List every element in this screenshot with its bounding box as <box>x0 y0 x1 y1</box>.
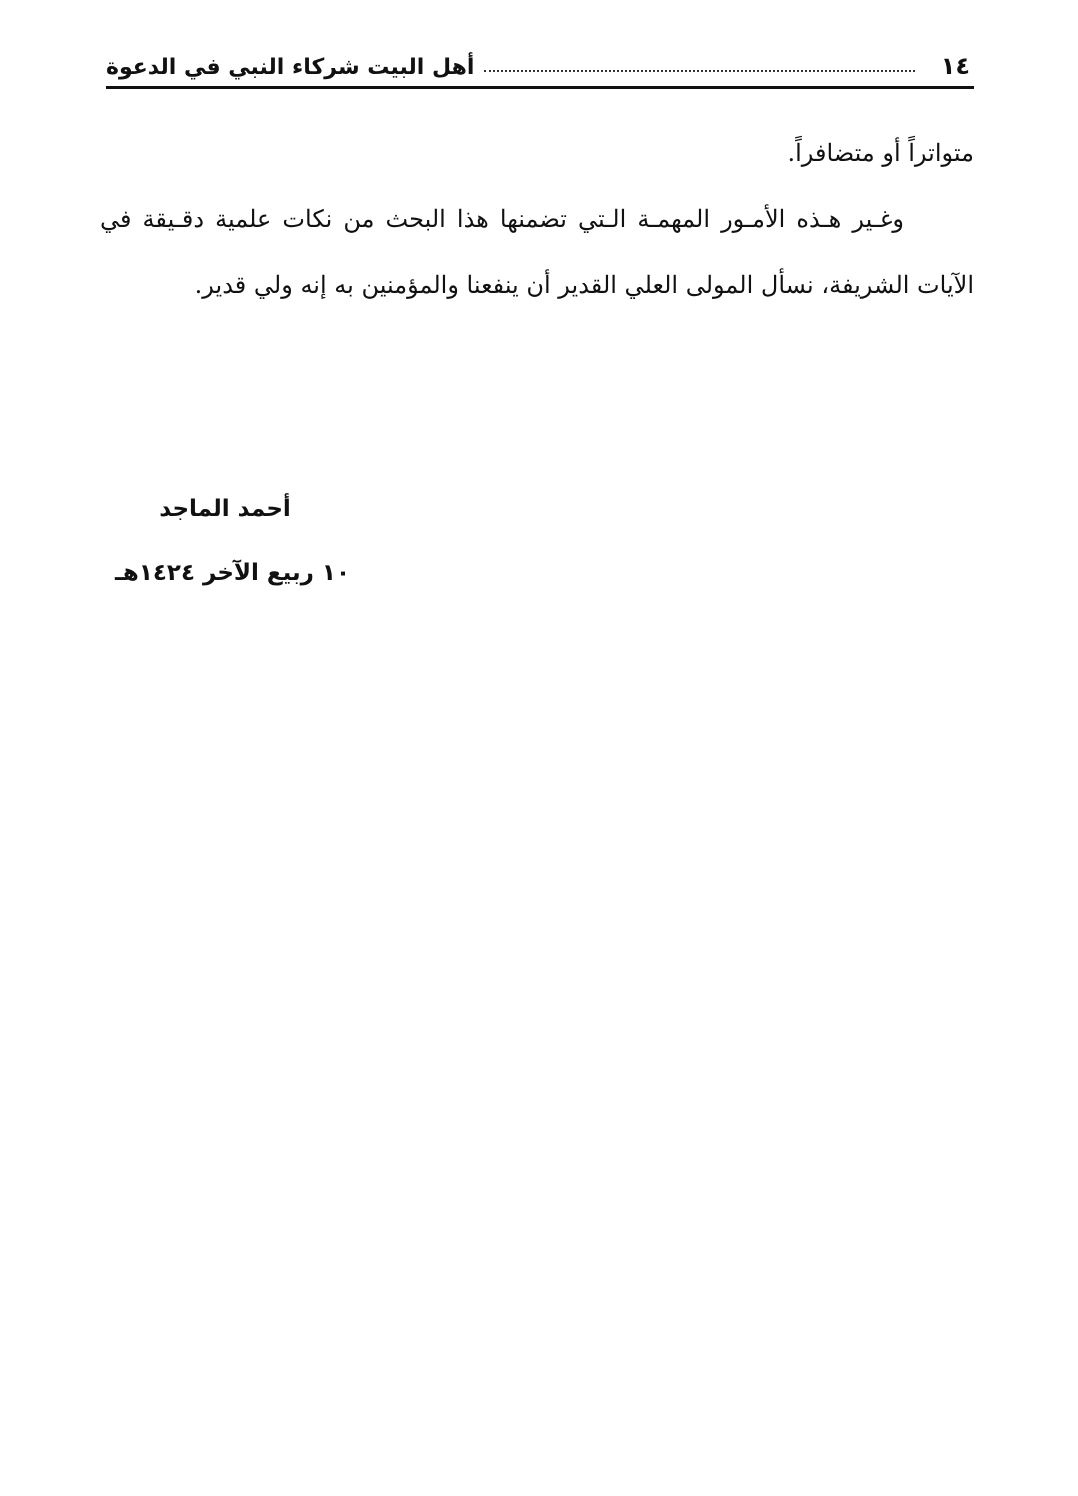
author-name: أحمد الماجد <box>159 496 291 522</box>
paragraph-closing: وغـير هـذه الأمـور المهمـة الـتي تضمنها هذا البحث من نكات علمية دقـيقة في الآيات الشريفة، نسأل المولى العلي القدير أن ينفعنا والمؤمنين به إنه ولي قدير. <box>100 205 974 299</box>
page-number: ١٤ <box>940 52 970 80</box>
signature-date: ١٠ ربيع الآخر ١٤٢٤هـ <box>115 560 350 586</box>
running-title: أهل البيت شركاء النبي في الدعوة <box>106 55 475 80</box>
dotted-leader <box>484 70 914 72</box>
paragraph-continuation: متواتراً أو متضافراً. <box>787 139 974 167</box>
running-header <box>106 40 974 89</box>
body-text <box>100 120 974 318</box>
